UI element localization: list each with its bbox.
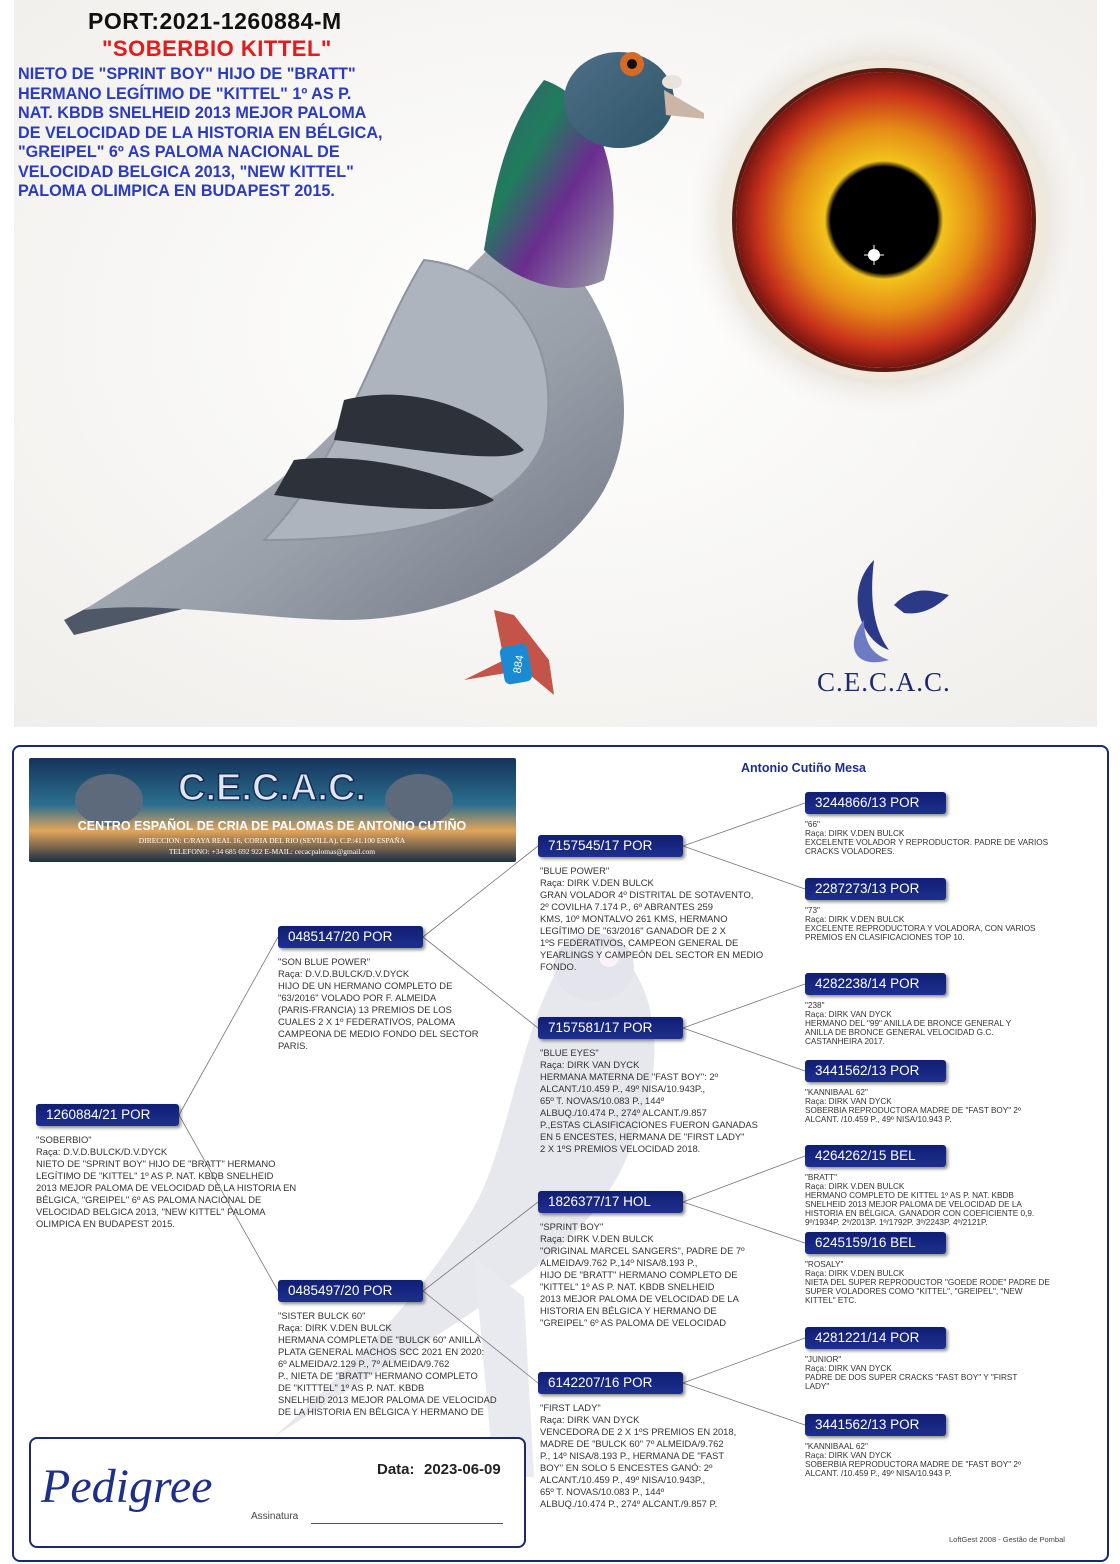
fmf-ring-box: 4282238/14 POR bbox=[805, 973, 946, 995]
signature-label: Assinatura bbox=[251, 1511, 299, 1522]
mff-info: "BRATT" Raça: DIRK V.DEN BULCK HERMANO COMPLETO DE KITTEL 1º AS P. NAT. KBDB SNELHEID 2013 MEJOR PALOMA DE VELOCIDAD DE LA HISTORIA EN BÉLGICA. GANADOR CON COEFICIENTE 0,9. 9º/1934P. 2º/2013P. 1º/1792P. 3º/2243P. 4º/2121P. bbox=[805, 1173, 1035, 1227]
description-line: "GREIPEL" 6º AS PALOMA NACIONAL DE bbox=[18, 143, 340, 161]
connector-line bbox=[683, 984, 805, 1028]
fm-ring-box: 7157581/17 POR bbox=[538, 1017, 683, 1039]
mff-ring-box: 4264262/15 BEL bbox=[805, 1145, 946, 1167]
connector-line bbox=[423, 1202, 538, 1291]
fm-info: "BLUE EYES" Raça: DIRK VAN DYCK HERMANA MATERNA DE "FAST BOY": 2º ALCANT./10.459 P., 49º NISA/10.943P., 65º T. NOVAS/10.083 P., 144º ALBUQ./10.474 P., 274º ALCANT./9.857 P.,ESTAS CLASIFICACIONES FUERON GANADAS EN 5 ENCESTES, HERMANA DE "FIRST LADY" 2 X 1ºS PREMIOS VELOCIDAD 2018. bbox=[540, 1047, 758, 1154]
connector-line bbox=[179, 937, 278, 1115]
owner-name: Antonio Cutiño Mesa bbox=[741, 761, 866, 775]
banner-title: C.E.C.A.C. bbox=[178, 767, 366, 809]
date-value: 2023-06-09 bbox=[424, 1461, 501, 1478]
connector-line bbox=[683, 803, 805, 846]
pigeon-name: "SOBERBIO KITTEL" bbox=[102, 36, 332, 61]
mmf-info: "JUNIOR" Raça: DIRK VAN DYCK PADRE DE DOS SUPER CRACKS "FAST BOY" Y "FIRST LADY" bbox=[805, 1355, 1018, 1391]
pedigree-wordmark: Pedigree bbox=[41, 1460, 213, 1513]
description-line: NAT. KBDB SNELHEID 2013 MEJOR PALOMA bbox=[18, 104, 367, 122]
mm-info: "FIRST LADY" Raça: DIRK VAN DYCK VENCEDORA DE 2 X 1ºS PREMIOS EN 2018, MADRE DE "BULCK 60" 7º ALMEIDA/9.762 P., 14º NISA/8.193 P., HERMANA DE "FAST BOY" EN SOLO 5 ENCESTES GANÓ: 2º ALCANT./10.459 P., 49º NISA/10.943P., 65º T. NOVAS/10.083 P., 144º ALBUQ./10.474 P., 274º ALCANT./9.857 P. bbox=[540, 1402, 737, 1509]
description-line: VELOCIDAD BELGICA 2013, "NEW KITTEL" bbox=[18, 162, 354, 181]
subject-ring-box: 1260884/21 POR bbox=[36, 1104, 179, 1126]
pedigree-footer-card bbox=[29, 1437, 526, 1548]
banner-address: DIRECCION: C/RAYA REAL 16, CORIA DEL RIO (SEVILLA), C.P.:41.100 ESPAÑA bbox=[138, 836, 406, 845]
mmf-ring-box: 4281221/14 POR bbox=[805, 1327, 946, 1349]
ffm-ring-box: 2287273/13 POR bbox=[805, 878, 946, 900]
pigeon-description bbox=[18, 65, 508, 202]
banner-subtitle: CENTRO ESPAÑOL DE CRIA DE PALOMAS DE ANTONIO CUTIÑO bbox=[77, 819, 467, 833]
fmm-ring-box: 3441562/13 POR bbox=[805, 1060, 946, 1082]
cecac-logo-text: C.E.C.A.C. bbox=[817, 667, 951, 697]
mm-ring-box: 6142207/16 POR bbox=[538, 1372, 683, 1394]
father-ring-box: 0485147/20 POR bbox=[278, 926, 423, 948]
mmm-ring-box: 3441562/13 POR bbox=[805, 1414, 946, 1436]
ff-info: "BLUE POWER" Raça: DIRK V.DEN BULCK GRAN VOLADOR 4º DISTRITAL DE SOTAVENTO, 2º COVILHA 7.174 P., 6º ABRANTES 259 KMS, 10º MONTALVO 261 KMS, HERMANO LEGÍTIMO DE "63/2016" GANADOR DE 2 X 1ºS FEDERATIVOS, CAMPEON GENERAL DE YEARLINGS Y CAMPEÓN DEL SECTOR EN MEDIO FONDO. bbox=[540, 865, 764, 972]
subject-info: "SOBERBIO" Raça: D.V.D.BULCK/D.V.DYCK NIETO DE "SPRINT BOY" HIJO DE "BRATT" HERMANO LEGÍTIMO DE "KITTEL" 1º AS P. NAT. KBDB SNELHEID 2013 MEJOR PALOMA DE VELOCIDAD DE LA HISTORIA EN BÉLGICA, "GREIPEL" 6º AS PALOMA NACIONAL DE VELOCIDAD BELGICA 2013, "NEW KITTEL" PALOMA OLIMPICA EN BUDAPEST 2015. bbox=[36, 1134, 297, 1229]
mf-ring-box: 1826377/17 HOL bbox=[538, 1191, 683, 1213]
mother-ring-box: 0485497/20 POR bbox=[278, 1280, 423, 1302]
date-label: Data: bbox=[377, 1461, 415, 1478]
port-ring-title: PORT:2021-1260884-M bbox=[88, 8, 342, 34]
software-credit: LoftGest 2008 - Gestão de Pombal bbox=[949, 1535, 1065, 1544]
father-info: "SON BLUE POWER" Raça: D.V.D.BULCK/D.V.DYCK HIJO DE UN HERMANO COMPLETO DE "63/2016" VOLADO POR F. ALMEIDA (PARIS-FRANCIA) 13 PREMIOS DE LOS CUALES 2 X 1º FEDERATIVOS, PALOMA CAMPEONA DE MEDIO FONDO DEL SECTOR PARIS. bbox=[278, 956, 479, 1051]
mmm-info: "KANNIBAAL 62" Raça: DIRK VAN DYCK SOBERBIA REPRODUCTORA MADRE DE "FAST BOY" 2º ALCANT. /10.459 P., 49º NISA/10.943 P. bbox=[805, 1442, 1021, 1478]
pedigree-sheet bbox=[12, 745, 1109, 1562]
hero-photo-panel bbox=[14, 0, 1097, 727]
mother-info: "SISTER BULCK 60" Raça: DIRK V.DEN BULCK HERMANA COMPLETA DE "BULCK 60" ANILLA PLATA GENERAL MACHOS SCC 2021 EN 2020: 6º ALMEIDA/2.129 P., 7º ALMEIDA/9.762 P., NIETA DE "BRATT" HERMANO COMPLETO DE "KITTTEL" 1º AS P. NAT. KBDB SNELHEID 2013 MEJOR PALOMA DE VELOCIDAD DE LA HISTORIA EN BÉLGICA Y HERMANO DE bbox=[278, 1310, 497, 1417]
fff-info: "66" Raça: DIRK V.DEN BULCK EXCELENTE VOLADOR Y REPRODUCTOR. PADRE DE VARIOS CRACKS VOLADORES. bbox=[805, 820, 1049, 856]
description-line: PALOMA OLIMPICA EN BUDAPEST 2015. bbox=[18, 182, 335, 200]
ffm-info: "73" Raça: DIRK V.DEN BULCK EXCELENTE REPRODUCTORA Y VOLADORA, CON VARIOS PREMIOS EN CLASIFICACIONES TOP 10. bbox=[805, 906, 1036, 942]
mfm-ring-box: 6245159/16 BEL bbox=[805, 1232, 946, 1254]
signature-line bbox=[311, 1523, 503, 1524]
ff-ring-box: 7157545/17 POR bbox=[538, 835, 683, 857]
description-line: NIETO DE "SPRINT BOY" HIJO DE "BRATT" bbox=[18, 65, 356, 83]
connector-line bbox=[683, 1156, 805, 1202]
eye-illustration bbox=[674, 5, 1094, 435]
connector-line bbox=[683, 1338, 805, 1383]
banner-phone: TELEFONO: +34 685 692 922 E-MAIL: cecacpalomas@gmail.com bbox=[168, 847, 376, 856]
cecac-banner bbox=[29, 758, 516, 862]
mf-info: "SPRINT BOY" Raça: DIRK V.DEN BULCK "ORIGINAL MARCEL SANGERS", PADRE DE 7º ALMEIDA/9.762 P.,14º NISA/8.193 P., HIJO DE "BRATT" HERMANO COMPLETO DE "KITTEL" 1º AS P. NAT. KBDB SNELHEID 2013 MEJOR PALOMA DE VELOCIDAD DE LA HISTORIA EN BÉLGICA Y HERMANO DE "GREIPEL" 6º AS PALOMA DE VELOCIDAD bbox=[540, 1221, 745, 1328]
description-line: DE VELOCIDAD DE LA HISTORIA EN BÉLGICA, bbox=[18, 123, 383, 142]
fmm-info: "KANNIBAAL 62" Raça: DIRK VAN DYCK SOBERBIA REPRODUCTORA MADRE DE "FAST BOY" 2º ALCANT. /10.459 P., 49º NISA/10.943 P. bbox=[805, 1088, 1021, 1124]
ring-number: 884 bbox=[511, 654, 527, 675]
description-line: HERMANO LEGÍTIMO DE "KITTEL" 1º AS P. bbox=[18, 84, 352, 103]
mfm-info: "ROSALY" Raça: DIRK V.DEN BULCK NIETA DEL SUPER REPRODUCTOR "GOEDE RODE" PADRE DE SUPER VOLADORES COMO "KITTEL", "GREIPEL", "NEW KITTEL" ETC. bbox=[805, 1260, 1050, 1305]
fmf-info: "238" Raça: DIRK VAN DYCK HERMANO DEL "99" ANILLA DE BRONCE GENERAL Y ANILLA DE BRONCE GENERAL VELOCIDAD G.C. CASTANHEIRA 2017. bbox=[805, 1001, 1012, 1046]
fff-ring-box: 3244866/13 POR bbox=[805, 792, 946, 814]
